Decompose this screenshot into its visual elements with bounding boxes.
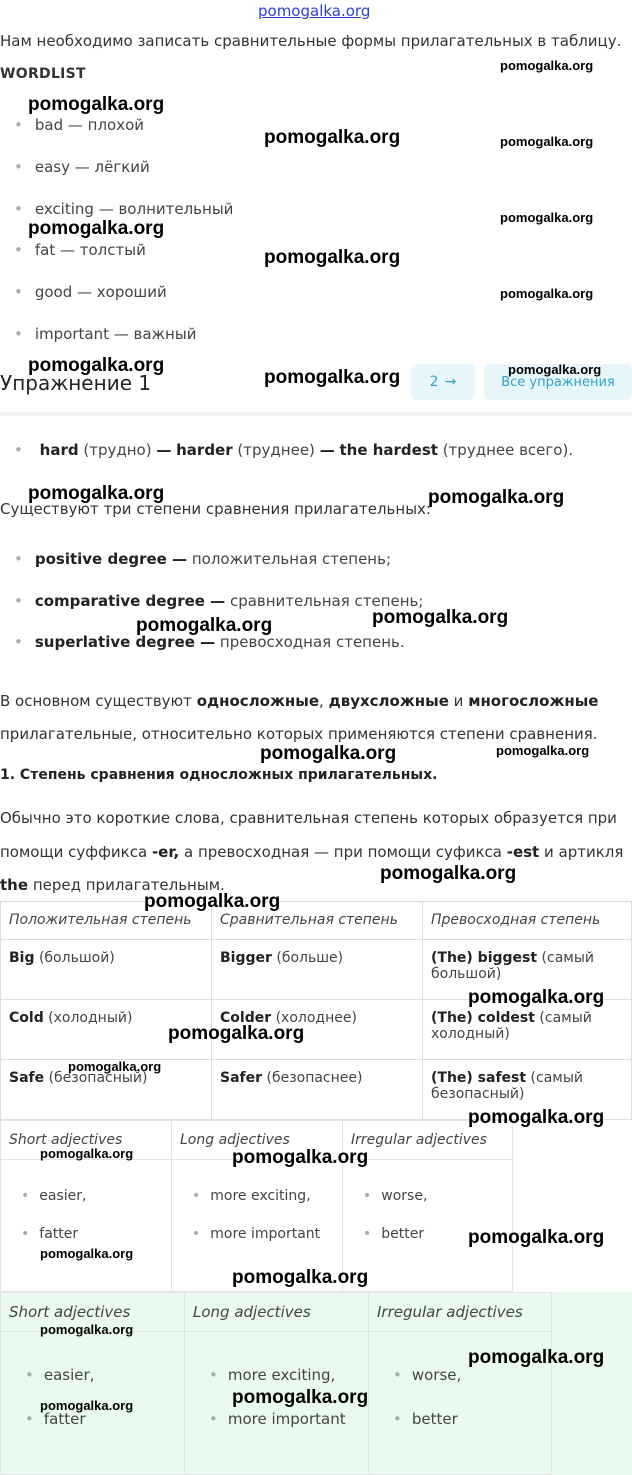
- table-header: Long adjectives: [185, 1293, 369, 1332]
- watermark: pomogalka.org: [380, 863, 517, 884]
- table-cell: (The) coldest (самый холодный): [423, 1000, 632, 1060]
- watermark: pomogalka.org: [232, 1267, 369, 1288]
- table-cell: Colder (холоднее): [212, 1000, 423, 1060]
- degree-item: • positive degree — положительная степень;: [14, 550, 391, 568]
- watermark: pomogalka.org: [28, 94, 165, 115]
- watermark: pomogalka.org: [468, 1107, 605, 1128]
- wordlist-item: • important — важный: [14, 325, 196, 343]
- table-cell: • easier, • fatter: [1, 1332, 185, 1475]
- section-title: 1. Степень сравнения односложных прилагательных.: [0, 767, 438, 783]
- watermark: pomogalka.org: [372, 607, 509, 628]
- table-header: Irregular adjectives: [343, 1121, 513, 1160]
- intro-text: Нам необходимо записать сравнительные формы прилагательных в таблицу.: [0, 32, 622, 50]
- table-cell: Cold (холодный): [1, 1000, 212, 1060]
- watermark: pomogalka.org: [508, 362, 602, 377]
- watermark: pomogalka.org: [260, 743, 397, 764]
- table-cell: • easier, • fatter: [1, 1160, 172, 1292]
- table-cell: Big (большой): [1, 940, 212, 1000]
- site-link[interactable]: pomogalka.org: [258, 2, 371, 20]
- table-cell: Bigger (больше): [212, 940, 423, 1000]
- watermark: pomogalka.org: [28, 218, 165, 239]
- rule-line1: Обычно это короткие слова, сравнительная степень которых образуется при: [0, 809, 617, 827]
- watermark: pomogalka.org: [264, 127, 401, 148]
- table-header: Short adjectives: [1, 1293, 185, 1332]
- table-header: Сравнительная степень: [212, 902, 423, 940]
- basic-text-line2: прилагательные, относительно которых применяются степени сравнения.: [0, 725, 598, 743]
- watermark: pomogalka.org: [468, 1227, 605, 1248]
- watermark: pomogalka.org: [264, 367, 401, 388]
- wordlist-item: • exciting — волнительный: [14, 200, 233, 218]
- degree-item: • comparative degree — сравнительная степень;: [14, 592, 423, 610]
- table-cell: (The) biggest (самый большой): [423, 940, 632, 1000]
- answer-table: [0, 1292, 552, 1475]
- degree-table: [0, 901, 632, 1120]
- table-cell: • worse, • better: [369, 1332, 552, 1475]
- wordlist-item: • fat — толстый: [14, 241, 146, 259]
- next-exercise-number: 2: [429, 374, 439, 390]
- wordlist-item: • good — хороший: [14, 283, 167, 301]
- watermark: pomogalka.org: [468, 1347, 605, 1368]
- watermark: pomogalka.org: [28, 355, 165, 376]
- degree-item: • superlative degree — превосходная степень.: [14, 633, 405, 651]
- watermark: pomogalka.org: [68, 1059, 162, 1074]
- watermark: pomogalka.org: [500, 210, 594, 225]
- all-exercises-button[interactable]: Все упражнения: [484, 364, 632, 400]
- watermark: pomogalka.org: [500, 58, 594, 73]
- table-cell: (The) safest (самый безопасный): [423, 1060, 632, 1120]
- example-item: • hard (трудно) — harder (труднее) — the hardest (труднее всего).: [14, 441, 573, 459]
- watermark: pomogalka.org: [496, 743, 590, 758]
- watermark: pomogalka.org: [232, 1387, 369, 1408]
- table-header: Irregular adjectives: [369, 1293, 552, 1332]
- watermark: pomogalka.org: [168, 1023, 305, 1044]
- table-cell: • more exciting, • more important: [185, 1332, 369, 1475]
- next-exercise-button[interactable]: [411, 364, 475, 400]
- watermark: pomogalka.org: [500, 134, 594, 149]
- rule-line2: помощи суффикса -er, а превосходная — при помощи суфикса -est и артикля: [0, 843, 624, 861]
- degrees-intro: Существуют три степени сравнения прилагательных:: [0, 500, 431, 518]
- wordlist-title: WORDLIST: [0, 66, 86, 82]
- watermark: pomogalka.org: [28, 483, 165, 504]
- watermark: pomogalka.org: [500, 286, 594, 301]
- table-header: Short adjectives: [1, 1121, 172, 1160]
- basic-text-line1: В основном существуют односложные, двухсложные и многосложные: [0, 692, 599, 710]
- watermark: pomogalka.org: [40, 1146, 134, 1161]
- rule-line3: the перед прилагательным.: [0, 876, 225, 894]
- table-cell: Safer (безопаснее): [212, 1060, 423, 1120]
- watermark: pomogalka.org: [144, 891, 281, 912]
- table-cell: • worse, • better: [343, 1160, 513, 1292]
- watermark: pomogalka.org: [136, 615, 273, 636]
- wordlist-item: • bad — плохой: [14, 116, 144, 134]
- table-cell: • more exciting, • more important: [172, 1160, 343, 1292]
- exercise-title: Упражнение 1: [0, 371, 152, 395]
- wordlist-item: • easy — лёгкий: [14, 158, 150, 176]
- table-header: Превосходная степень: [423, 902, 632, 940]
- watermark: pomogalka.org: [264, 247, 401, 268]
- watermark: pomogalka.org: [40, 1398, 134, 1413]
- table-header: Long adjectives: [172, 1121, 343, 1160]
- divider: [0, 412, 632, 416]
- watermark: pomogalka.org: [468, 987, 605, 1008]
- table-cell: Safe (безопасный): [1, 1060, 212, 1120]
- arrow-right-icon: →: [444, 374, 457, 390]
- watermark: pomogalka.org: [428, 487, 565, 508]
- watermark: pomogalka.org: [232, 1147, 369, 1168]
- watermark: pomogalka.org: [40, 1322, 134, 1337]
- watermark: pomogalka.org: [40, 1246, 134, 1261]
- table-header: Положительная степень: [1, 902, 212, 940]
